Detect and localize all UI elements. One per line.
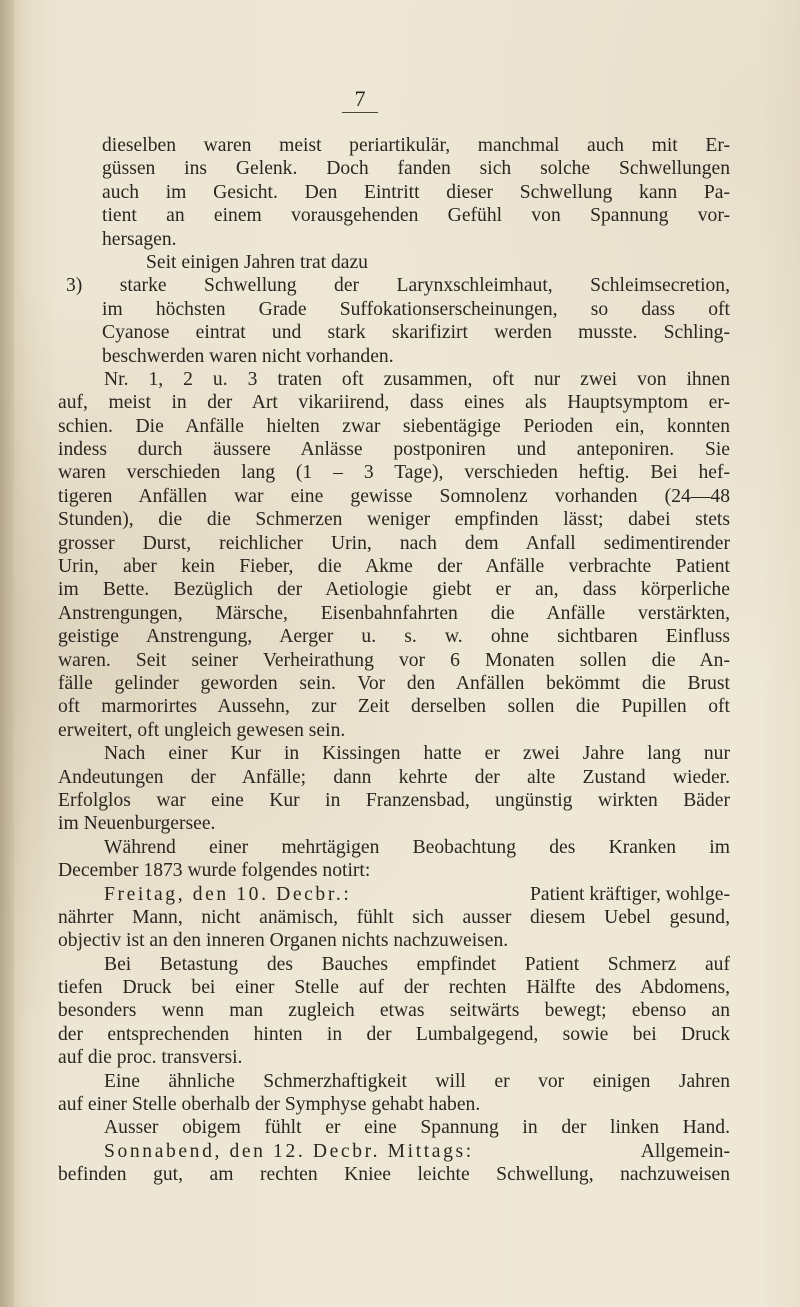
page-binding-edge: [0, 0, 14, 1307]
text-line: erweitert, oft ungleich gewesen sein.: [58, 719, 346, 741]
text-line: December 1873 wurde folgendes notirt:: [58, 860, 371, 882]
text-line: beschwerden waren nicht vorhanden.: [102, 345, 394, 367]
text-line: Eine ähnliche Schmerzhaftigkeit will er vor einigen Jahren: [104, 1070, 730, 1092]
text-line: besonders wenn man zugleich etwas seitwärts bewegt; ebenso an: [58, 1000, 730, 1022]
text-line: hersagen.: [102, 228, 177, 250]
text-line: grosser Durst, reichlicher Urin, nach dem Anfall sedimentirender: [58, 532, 730, 554]
text-line: auch im Gesicht. Den Eintritt dieser Schwellung kann Pa-: [102, 181, 730, 203]
text-line: im Neuenburgersee.: [58, 813, 216, 835]
text-line: waren verschieden lang (1 – 3 Tage), verschieden heftig. Bei hef-: [58, 462, 730, 484]
text-line: oft marmorirtes Aussehn, zur Zeit derselben sollen die Pupillen oft: [58, 696, 730, 718]
text-line: Stunden), die die Schmerzen weniger empfinden lässt; dabei stets: [58, 509, 730, 531]
text-line: tiefen Druck bei einer Stelle auf der rechten Hälfte des Abdomens,: [58, 977, 730, 999]
text-line: Bei Betastung des Bauches empfindet Patient Schmerz auf: [104, 953, 730, 975]
text-line: im Bette. Bezüglich der Aetiologie giebt er an, dass körperliche: [58, 579, 730, 601]
text-line: [58, 883, 730, 906]
text-line: Ausser obigem fühlt er eine Spannung in der linken Hand.: [104, 1117, 730, 1139]
text-line: Nr. 1, 2 u. 3 traten oft zusammen, oft nur zwei von ihnen: [104, 368, 730, 390]
text-line: Nach einer Kur in Kissingen hatte er zwei Jahre lang nur: [104, 743, 730, 765]
text-line: objectiv ist an den inneren Organen nichts nachzuweisen.: [58, 930, 509, 952]
text-line: fälle gelinder geworden sein. Vor den Anfällen bekömmt die Brust: [58, 672, 730, 694]
text-line: geistige Anstrengung, Aerger u. s. w. ohne sichtbaren Einfluss: [58, 626, 730, 648]
text-line: 3) starke Schwellung der Larynxschleimhaut, Schleimsecretion,: [66, 275, 730, 297]
text-line: Andeutungen der Anfälle; dann kehrte der alte Zustand wieder.: [58, 766, 730, 788]
text-line: güssen ins Gelenk. Doch fanden sich solche Schwellungen: [102, 158, 730, 180]
text-line: [58, 1140, 730, 1163]
text-line: auf einer Stelle oberhalb der Symphyse gehabt haben.: [58, 1094, 481, 1116]
page-number: 7: [342, 86, 378, 113]
text-line: auf die proc. transversi.: [58, 1047, 243, 1069]
text-line: tigeren Anfällen war eine gewisse Somnolenz vorhanden (24—48: [58, 485, 730, 507]
text-fragment: Allgemein-: [640, 1140, 730, 1162]
text-line: indess durch äussere Anlässe postponiren und anteponiren. Sie: [58, 439, 730, 461]
body-text: [58, 134, 730, 1187]
text-line: dieselben waren meist periartikulär, manchmal auch mit Er-: [102, 135, 730, 156]
text-line: Während einer mehrtägigen Beobachtung des Kranken im: [104, 836, 730, 858]
text-line: Seit einigen Jahren trat dazu: [146, 251, 368, 273]
text-line: Cyanose eintrat und stark skarifizirt werden musste. Schling-: [102, 322, 730, 344]
text-line: im höchsten Grade Suffokationserscheinungen, so dass oft: [102, 298, 730, 320]
text-line: tient an einem vorausgehenden Gefühl von Spannung vor-: [102, 205, 730, 227]
text-line: Anstrengungen, Märsche, Eisenbahnfahrten die Anfälle verstärkten,: [58, 602, 730, 624]
text-line: Erfolglos war eine Kur in Franzensbad, ungünstig wirkten Bäder: [58, 789, 730, 811]
text-fragment: Patient kräftiger, wohlge-: [530, 883, 730, 905]
text-line: nährter Mann, nicht anämisch, fühlt sich ausser diesem Uebel gesund,: [58, 906, 730, 928]
text-line: schien. Die Anfälle hielten zwar siebentägige Perioden ein, konnten: [58, 415, 730, 437]
text-line: der entsprechenden hinten in der Lumbalgegend, sowie bei Druck: [58, 1023, 730, 1045]
text-line: Urin, aber kein Fieber, die Akme der Anfälle verbrachte Patient: [58, 556, 730, 578]
text-line: befinden gut, am rechten Kniee leichte Schwellung, nachzuweisen: [58, 1164, 730, 1186]
text-line: waren. Seit seiner Verheirathung vor 6 Monaten sollen die An-: [58, 649, 730, 671]
text-line: auf, meist in der Art vikariirend, dass eines als Hauptsymptom er-: [58, 392, 730, 414]
date-heading: Sonnabend, den 12. Decbr. Mittags:: [104, 1140, 474, 1162]
date-heading: Freitag, den 10. Decbr.:: [104, 883, 352, 905]
